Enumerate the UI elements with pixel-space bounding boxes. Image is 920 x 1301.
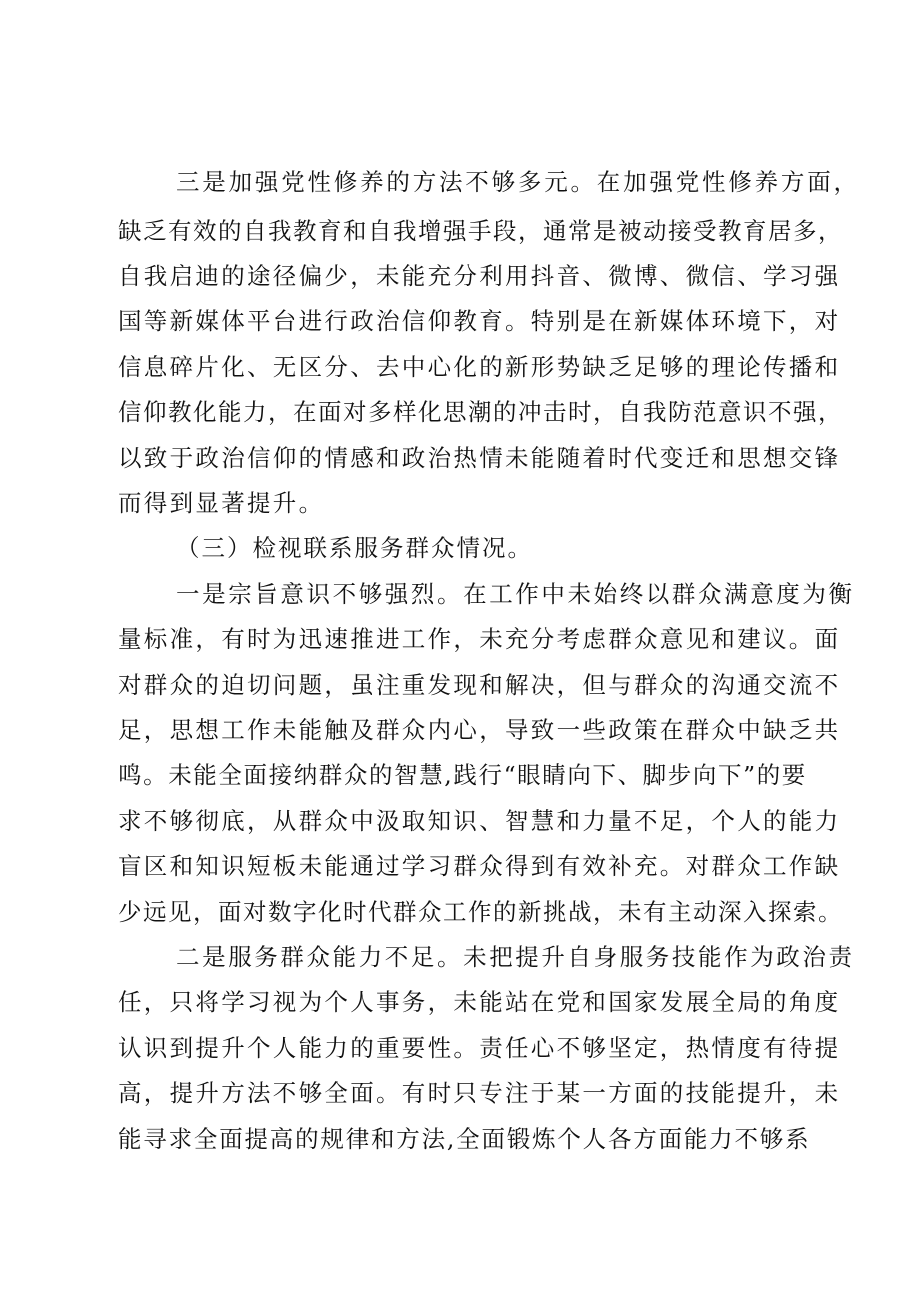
text-line: 对群众的迫切问题，虽注重发现和解决，但与群众的沟通交流不 [118,671,841,699]
text-line: 少远见，面对数字化时代群众工作的新挑战，未有主动深入探索。 [118,898,843,926]
text-line: 量标准，有时为迅速推进工作，未充分考虑群众意见和建议。面 [118,625,841,653]
text-line: 二是服务群众能力不足。未把提升自身服务技能作为政治责 [176,943,855,971]
text-line: 而得到显著提升。 [118,489,325,517]
text-line: 三是加强党性修养的方法不够多元。在加强党性修养方面， [176,168,860,196]
text-line: 缺乏有效的自我教育和自我增强手段，通常是被动接受教育居多， [118,217,843,245]
text-line: 以致于政治信仰的情感和政治热情未能随着时代变迁和思想交锋 [118,444,841,472]
text-line: 信仰教化能力，在面对多样化思潮的冲击时，自我防范意识不强， [118,398,843,426]
text-line: 求不够彻底，从群众中汲取知识、智慧和力量不足，个人的能力 [118,807,841,835]
text-line: 信息碎片化、无区分、去中心化的新形势缺乏足够的理论传播和 [118,353,841,381]
text-line: 鸣。未能全面接纳群众的智慧,践行“眼睛向下、脚步向下”的要 [118,761,807,789]
section-heading: （三）检视联系服务群众情况。 [176,534,533,562]
text-line: 足，思想工作未能触及群众内心，导致一些政策在群众中缺乏共 [118,716,841,744]
text-line: 自我启迪的途径偏少，未能充分利用抖音、微博、微信、学习强 [118,262,841,290]
text-line: 认识到提升个人能力的重要性。责任心不够坚定，热情度有待提 [118,1034,841,1062]
text-line: 盲区和知识短板未能通过学习群众得到有效补充。对群众工作缺 [118,852,841,880]
text-line: 高，提升方法不够全面。有时只专注于某一方面的技能提升，未 [118,1079,841,1107]
text-line: 任，只将学习视为个人事务，未能站在党和国家发展全局的角度 [118,988,841,1016]
text-line: 一是宗旨意识不够强烈。在工作中未始终以群众满意度为衡 [176,580,855,608]
text-line: 国等新媒体平台进行政治信仰教育。特别是在新媒体环境下，对 [118,307,841,335]
text-line: 能寻求全面提高的规律和方法,全面锻炼个人各方面能力不够系 [118,1125,811,1153]
